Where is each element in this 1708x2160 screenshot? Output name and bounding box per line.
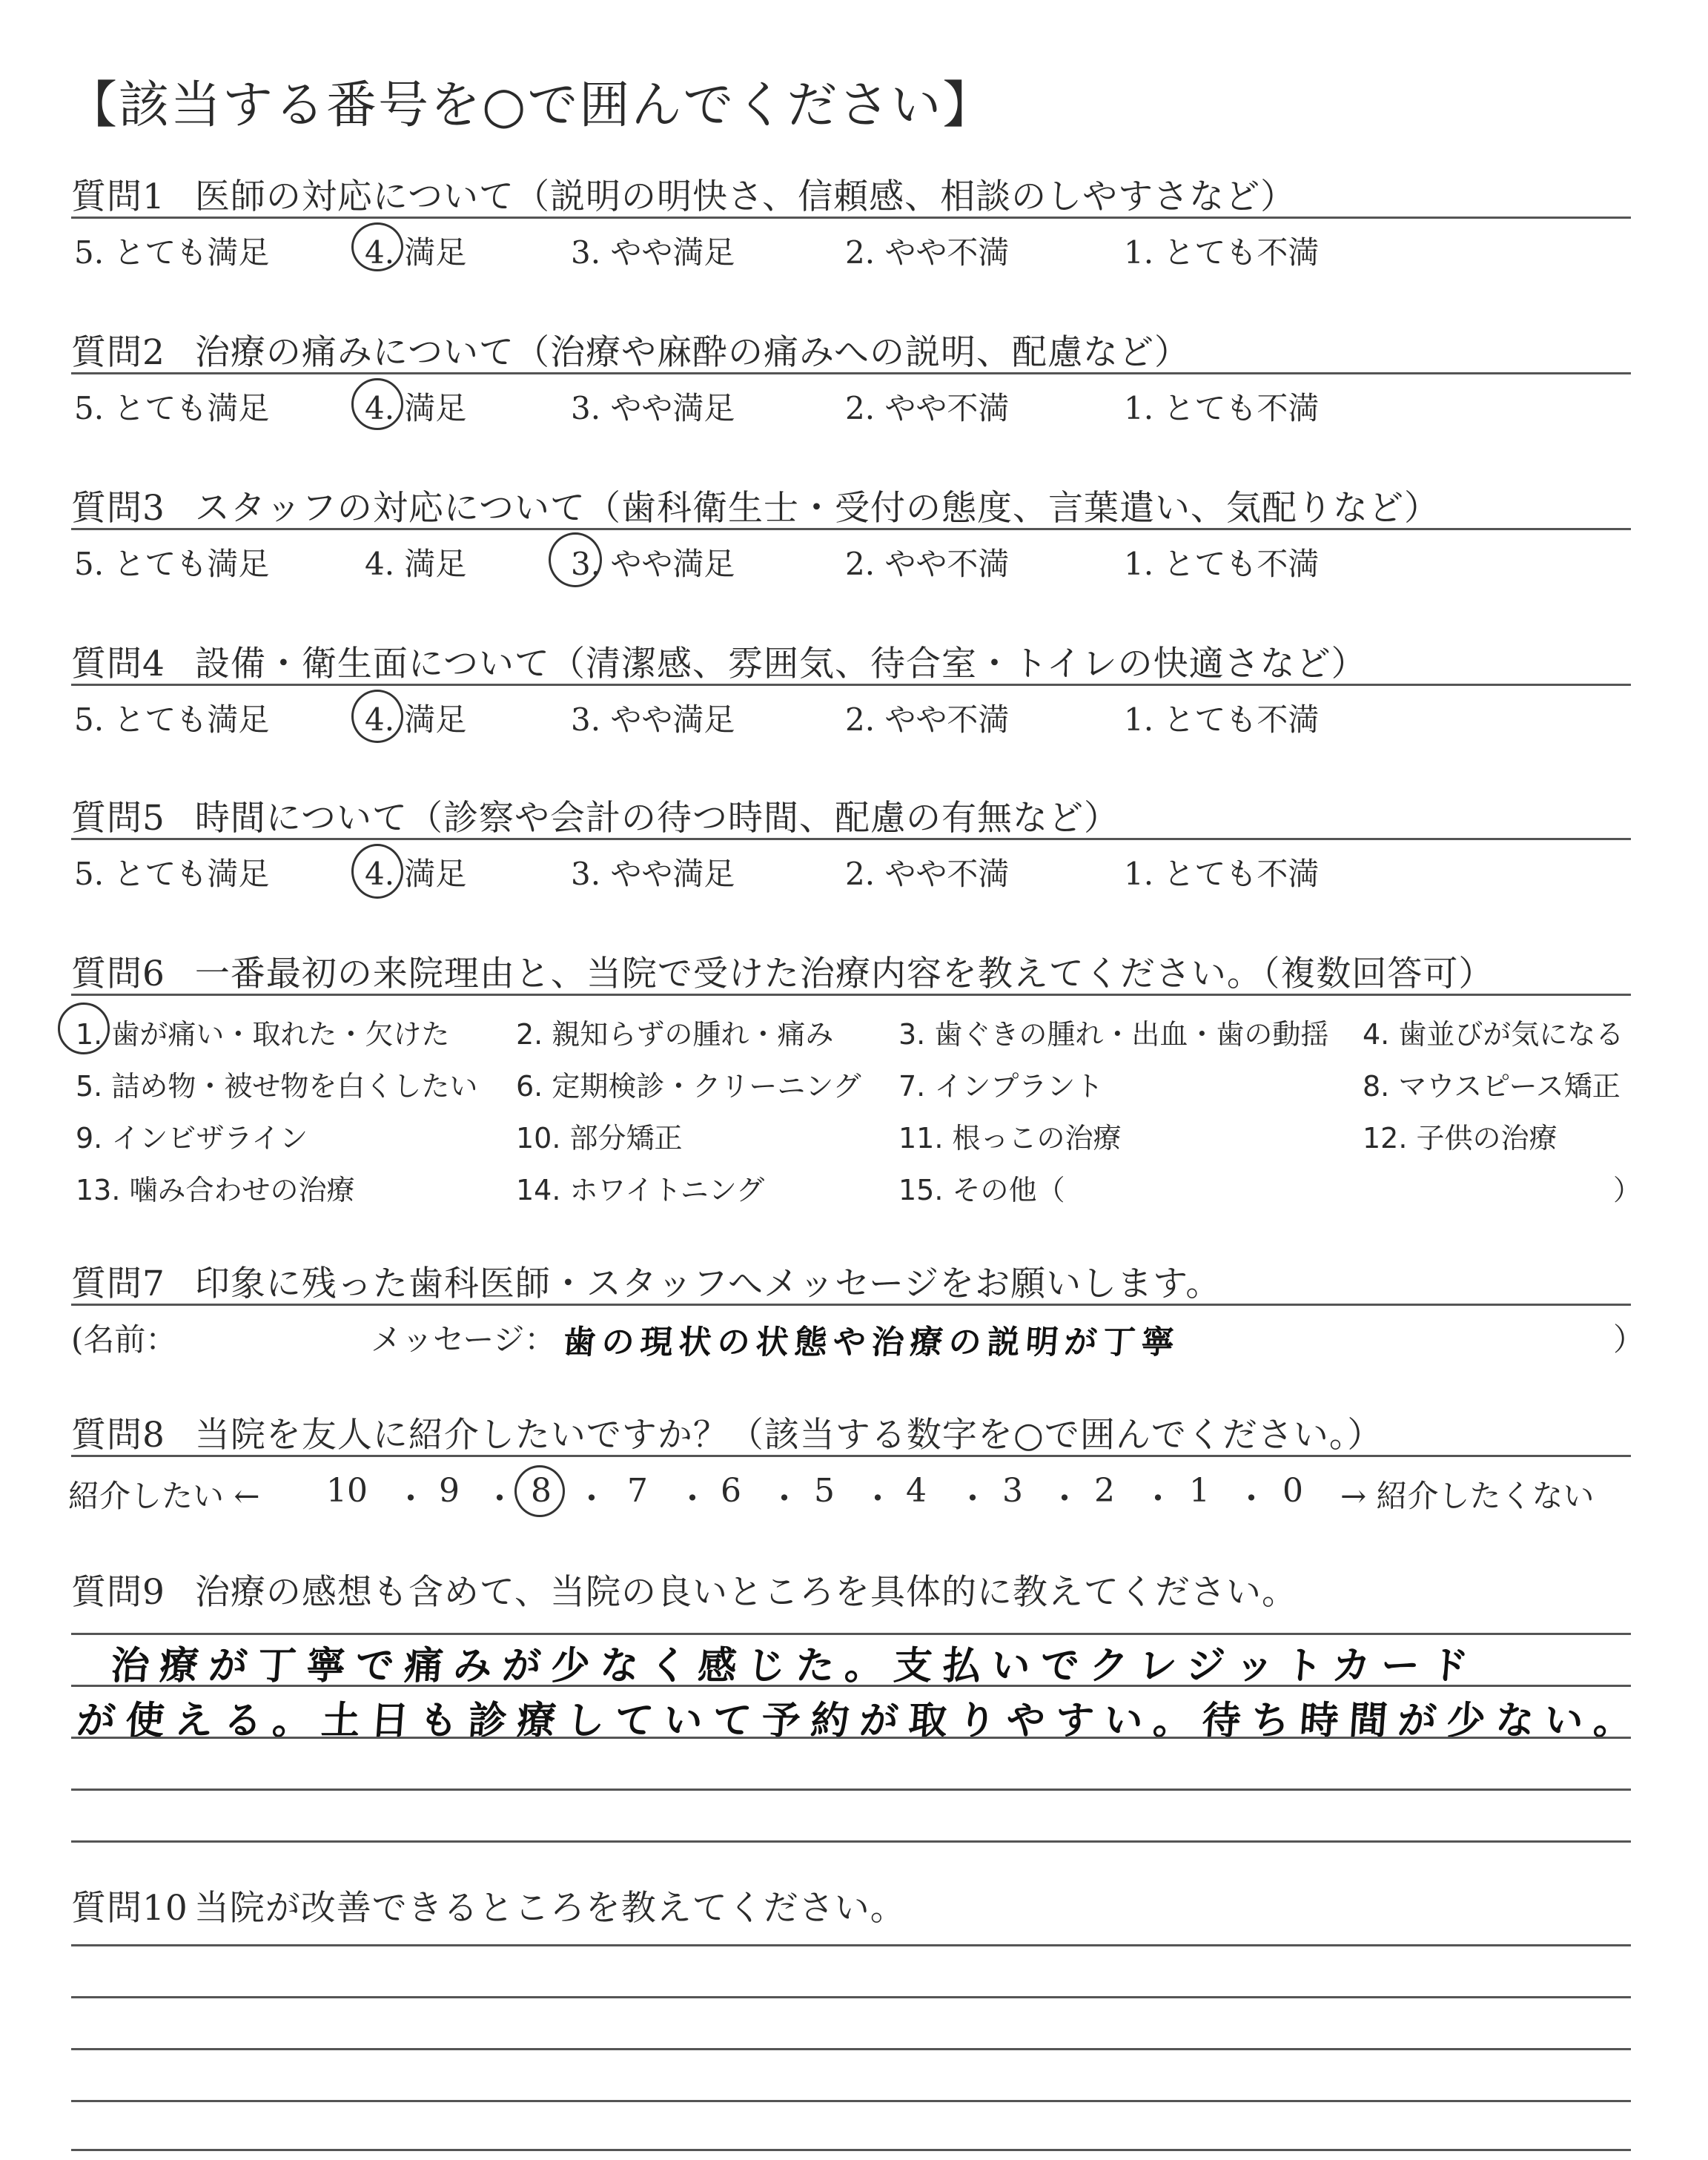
question-text: スタッフの対応について（歯科衛生士・受付の態度、言葉遣い、気配りなど）: [194, 488, 1440, 529]
answer-line: [71, 1944, 1631, 1946]
question-number: 質問9: [71, 1572, 165, 1613]
question-number: 質問7: [71, 1264, 165, 1304]
q5-option-3[interactable]: 3. やや満足: [571, 856, 735, 892]
q1-option-3[interactable]: 3. やや満足: [571, 234, 735, 271]
divider: [71, 372, 1631, 374]
q5-option-4[interactable]: 4. 満足: [365, 856, 467, 892]
reason-option-15[interactable]: 15. その他（: [898, 1174, 1065, 1206]
divider: [71, 528, 1631, 530]
q3-option-4[interactable]: 4. 満足: [365, 546, 467, 582]
q4-option-2[interactable]: 2. やや不満: [845, 701, 1010, 738]
question-1-title: [71, 169, 1296, 219]
answer-line: [71, 2149, 1631, 2151]
reason-option-9[interactable]: 9. インビザライン: [76, 1122, 308, 1155]
selection-circle: [514, 1465, 565, 1517]
scale-0[interactable]: 0: [1282, 1472, 1303, 1510]
q2-option-4[interactable]: 4. 満足: [365, 390, 467, 426]
answer-line: [71, 2100, 1631, 2102]
reason-option-13[interactable]: 13. 噛み合わせの治療: [76, 1174, 355, 1206]
reason-option-7[interactable]: 7. インプラント: [898, 1070, 1104, 1103]
q3-option-1[interactable]: 1. とても不満: [1124, 546, 1320, 582]
q3-option-3[interactable]: 3. やや満足: [571, 546, 735, 582]
selection-circle: [549, 532, 602, 587]
scale-right-label: → 紹介したくない: [1340, 1478, 1595, 1514]
scale-7[interactable]: 7: [627, 1472, 648, 1510]
scale-4[interactable]: 4: [906, 1472, 927, 1510]
reason-option-1[interactable]: 1. 歯が痛い・取れた・欠けた: [76, 1018, 450, 1051]
handwritten-answer-line-2[interactable]: が使える。土日も診療していて予約が取りやすい。待ち時間が少ない。: [75, 1699, 1644, 1743]
question-10-title: [71, 1880, 906, 1930]
scale-dot: ・: [1048, 1480, 1081, 1518]
scale-dot: ・: [483, 1480, 516, 1518]
divider: [71, 217, 1631, 219]
scale-dot: ・: [1235, 1480, 1268, 1518]
q2-option-5[interactable]: 5. とても満足: [74, 390, 270, 426]
q1-option-1[interactable]: 1. とても不満: [1124, 234, 1320, 271]
selection-circle: [58, 1003, 110, 1054]
reason-option-10[interactable]: 10. 部分矯正: [516, 1122, 683, 1155]
question-number: 質問2: [71, 332, 165, 373]
selection-circle: [351, 378, 403, 430]
q4-option-1[interactable]: 1. とても不満: [1124, 701, 1320, 738]
scale-dot: ・: [676, 1480, 709, 1518]
divider: [71, 684, 1631, 686]
question-text: 医師の対応について（説明の明快さ、信頼感、相談のしやすさなど）: [194, 176, 1297, 217]
scale-dot: ・: [394, 1480, 427, 1518]
selection-circle: [351, 690, 403, 743]
reason-option-5[interactable]: 5. 詰め物・被せ物を白くしたい: [76, 1070, 478, 1103]
question-2-title: [71, 325, 1190, 374]
answer-line: [71, 1737, 1631, 1739]
answer-line: [71, 1685, 1631, 1687]
answer-line: [71, 1789, 1631, 1791]
q5-option-1[interactable]: 1. とても不満: [1124, 856, 1320, 892]
q2-option-1[interactable]: 1. とても不満: [1124, 390, 1320, 426]
question-number: 質問3: [71, 488, 165, 529]
reason-option-4[interactable]: 4. 歯並びが気になる: [1363, 1018, 1624, 1051]
question-3-title: [71, 480, 1440, 530]
scale-1[interactable]: 1: [1189, 1472, 1210, 1510]
question-5-title: [71, 790, 1119, 840]
answer-line: [71, 1840, 1631, 1843]
question-8-title: [71, 1407, 1383, 1457]
q3-option-2[interactable]: 2. やや不満: [845, 546, 1010, 582]
scale-2[interactable]: 2: [1094, 1472, 1115, 1510]
question-7-title: [71, 1256, 1221, 1306]
answer-line: [71, 2048, 1631, 2050]
question-4-title: [71, 636, 1367, 686]
q4-option-3[interactable]: 3. やや満足: [571, 701, 735, 738]
question-number: 質問10: [71, 1888, 188, 1929]
form-header: 【該当する番号を○で囲んでください】: [67, 76, 995, 135]
q4-option-4[interactable]: 4. 満足: [365, 701, 467, 738]
question-number: 質問1: [71, 176, 165, 217]
question-6-title: [71, 946, 1494, 996]
q1-option-2[interactable]: 2. やや不満: [845, 234, 1010, 271]
handwritten-message[interactable]: 歯の現状の状態や治療の説明が丁寧: [561, 1324, 1182, 1361]
scale-6[interactable]: 6: [721, 1472, 741, 1510]
reason-option-6[interactable]: 6. 定期検診・クリーニング: [516, 1070, 861, 1103]
q2-option-3[interactable]: 3. やや満足: [571, 390, 735, 426]
divider: [71, 994, 1631, 996]
reason-option-3[interactable]: 3. 歯ぐきの腫れ・出血・歯の動揺: [898, 1018, 1329, 1051]
reason-option-14[interactable]: 14. ホワイトニング: [516, 1174, 765, 1206]
divider: [71, 1304, 1631, 1306]
q2-option-2[interactable]: 2. やや不満: [845, 390, 1010, 426]
question-text: 設備・衛生面について（清潔感、雰囲気、待合室・トイレの快適さなど）: [194, 644, 1367, 684]
question-number: 質問5: [71, 798, 165, 839]
answer-line: [71, 1996, 1631, 1998]
scale-dot: ・: [861, 1480, 894, 1518]
scale-dot: ・: [768, 1480, 801, 1518]
reason-option-11[interactable]: 11. 根っこの治療: [898, 1122, 1122, 1155]
scale-dot: ・: [575, 1480, 608, 1518]
question-9-title: [71, 1565, 1297, 1614]
question-number: 質問6: [71, 954, 165, 994]
reason-option-12[interactable]: 12. 子供の治療: [1363, 1122, 1558, 1155]
divider: [71, 838, 1631, 840]
message-close-paren: ）: [1613, 1321, 1645, 1358]
scale-8[interactable]: 8: [531, 1472, 552, 1510]
scale-9[interactable]: 9: [439, 1472, 460, 1510]
scale-3[interactable]: 3: [1002, 1472, 1023, 1510]
selection-circle: [351, 222, 403, 271]
question-number: 質問4: [71, 644, 165, 684]
question-text: 一番最初の来院理由と、当院で受けた治療内容を教えてください。（複数回答可）: [194, 954, 1494, 994]
handwritten-answer-line-1[interactable]: 治療が丁寧で痛みが少なく感じた。支払いでクレジットカード: [109, 1644, 1480, 1688]
q3-option-5[interactable]: 5. とても満足: [74, 546, 270, 582]
scale-dot: ・: [1142, 1480, 1174, 1518]
reason-option-8[interactable]: 8. マウスピース矯正: [1363, 1070, 1621, 1103]
reason-option-2[interactable]: 2. 親知らずの腫れ・痛み: [516, 1018, 834, 1051]
message-label: メッセージ：: [371, 1321, 556, 1358]
question-text: 治療の痛みについて（治療や麻酔の痛みへの説明、配慮など）: [194, 332, 1191, 373]
scale-dot: ・: [956, 1480, 989, 1518]
name-label: (名前：: [71, 1321, 177, 1358]
q5-option-5[interactable]: 5. とても満足: [74, 856, 270, 892]
question-text: 当院が改善できるところを教えてください。: [193, 1888, 906, 1929]
question-number: 質問8: [71, 1415, 165, 1456]
other-close-paren: ）: [1613, 1174, 1642, 1206]
divider: [71, 1455, 1631, 1457]
question-text: 印象に残った歯科医師・スタッフへメッセージをお願いします。: [194, 1264, 1222, 1304]
q1-option-5[interactable]: 5. とても満足: [74, 234, 270, 271]
question-text: 時間について（診察や会計の待つ時間、配慮の有無など）: [194, 798, 1119, 839]
question-text: 治療の感想も含めて、当院の良いところを具体的に教えてください。: [194, 1572, 1297, 1613]
scale-10[interactable]: 10: [326, 1472, 368, 1510]
scale-5[interactable]: 5: [814, 1472, 835, 1510]
selection-circle: [351, 844, 403, 899]
scale-left-label: 紹介したい ←: [68, 1478, 260, 1514]
question-text: 当院を友人に紹介したいですか？（該当する数字を○で囲んでください。）: [194, 1415, 1383, 1456]
q4-option-5[interactable]: 5. とても満足: [74, 701, 270, 738]
q1-option-4[interactable]: 4. 満足: [365, 234, 467, 271]
q5-option-2[interactable]: 2. やや不満: [845, 856, 1010, 892]
